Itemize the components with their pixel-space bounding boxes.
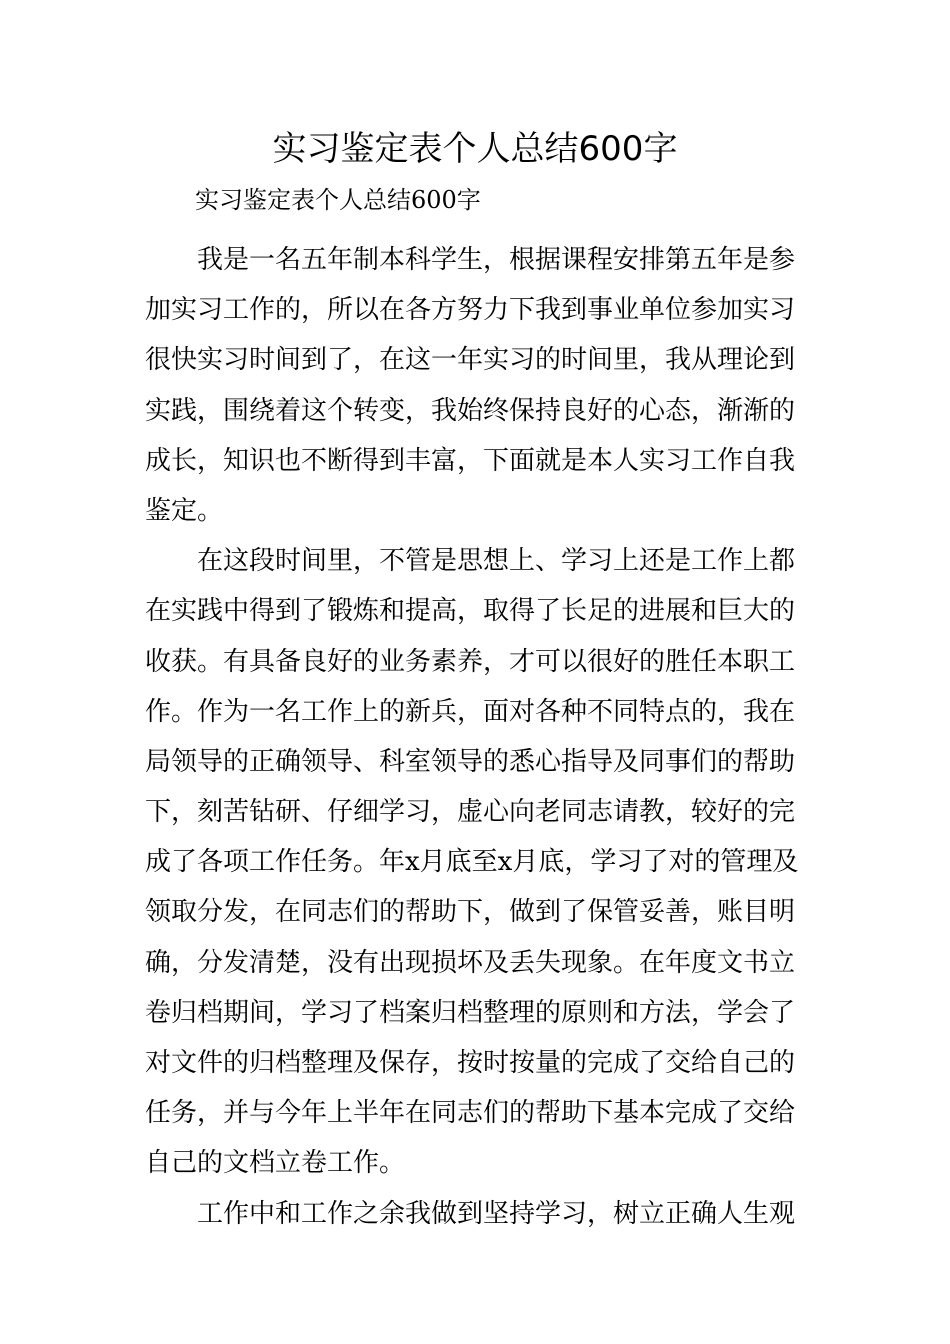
text-line: 收获。有具备良好的业务素养，才可以很好的胜任本职工 xyxy=(145,646,796,677)
text-line: 局领导的正确领导、科室领导的悉心指导及同事们的帮助 xyxy=(145,746,796,777)
document-body xyxy=(145,235,807,1239)
text-line: 成了各项工作任务。年x月底至x月底，学习了对的管理及 xyxy=(145,847,799,878)
text-line: 作。作为一名工作上的新兵，面对各种不同特点的，我在 xyxy=(145,696,796,727)
text-line: 对文件的归档整理及保存，按时按量的完成了交给自己的 xyxy=(145,1048,796,1078)
text-line: 鉴定。 xyxy=(145,495,224,526)
text-line: 我是一名五年制本科学生，根据课程安排第五年是参 xyxy=(197,245,796,275)
text-line: 领取分发，在同志们的帮助下，做到了保管妥善，账目明 xyxy=(145,897,796,928)
text-line: 在这段时间里，不管是思想上、学习上还是工作上都 xyxy=(197,546,796,577)
text-line: 实践，围绕着这个转变，我始终保持良好的心态，渐渐的 xyxy=(145,395,796,426)
text-line: 在实践中得到了锻炼和提高，取得了长足的进展和巨大的 xyxy=(145,596,796,627)
document-subtitle: 实习鉴定表个人总结600字 xyxy=(195,186,481,214)
text-line: 很快实习时间到了，在这一年实习的时间里，我从理论到 xyxy=(145,345,796,376)
text-line: 任务，并与今年上半年在同志们的帮助下基本完成了交给 xyxy=(145,1098,796,1129)
text-line: 下，刻苦钻研、仔细学习，虚心向老同志请教，较好的完 xyxy=(145,797,796,828)
text-line: 卷归档期间，学习了档案归档整理的原则和方法，学会了 xyxy=(145,997,796,1028)
document-title: 实习鉴定表个人总结600字 xyxy=(272,129,678,169)
text-line: 确，分发清楚，没有出现损坏及丢失现象。在年度文书立 xyxy=(145,947,796,978)
text-line: 加实习工作的，所以在各方努力下我到事业单位参加实习 xyxy=(145,295,796,326)
text-line: 成长，知识也不断得到丰富，下面就是本人实习工作自我 xyxy=(145,445,796,476)
text-line: 自己的文档立卷工作。 xyxy=(145,1148,406,1179)
text-line: 工作中和工作之余我做到坚持学习，树立正确人生观 xyxy=(197,1198,796,1229)
